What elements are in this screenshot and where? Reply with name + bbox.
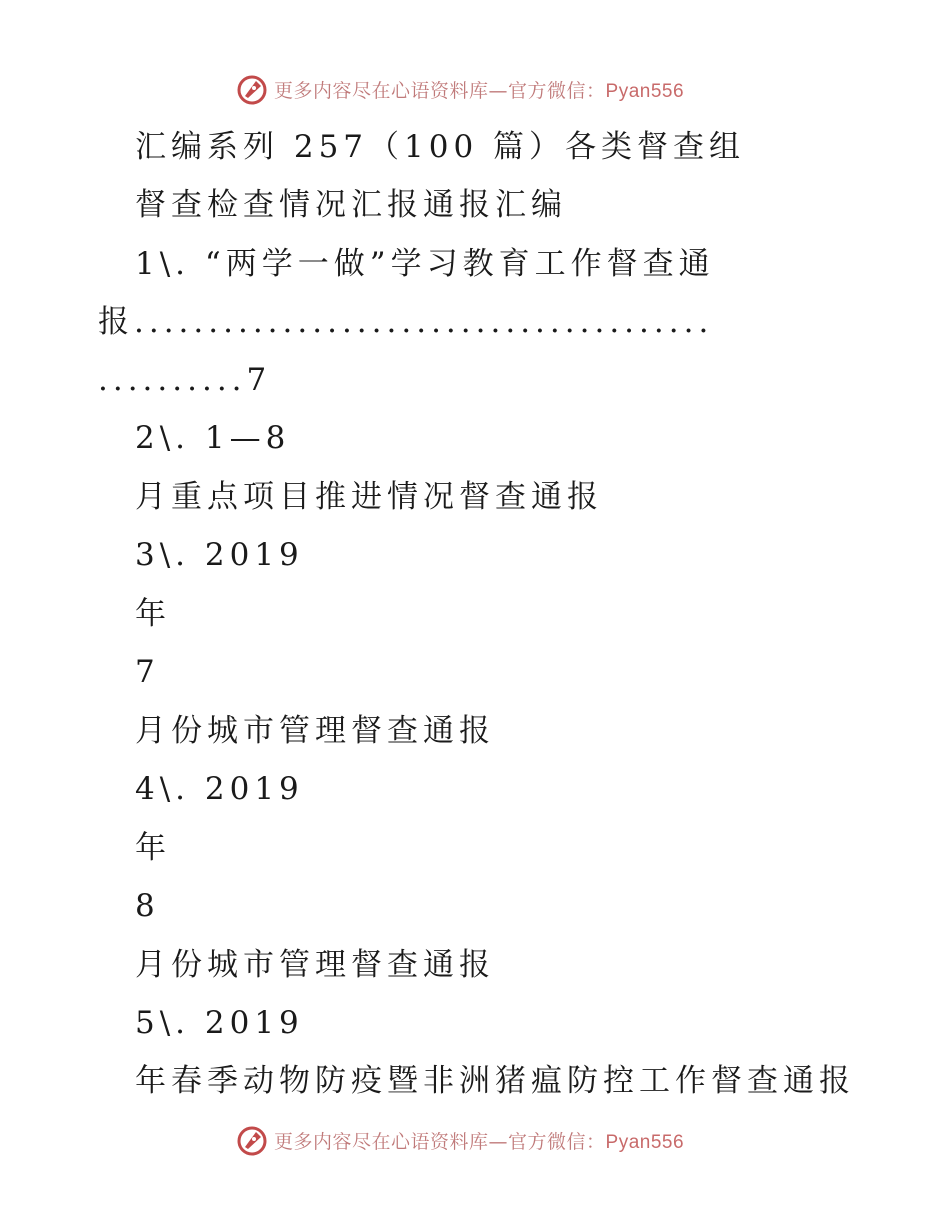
toc-entry-4-year: 年	[135, 830, 171, 866]
toc-entry-5-title: 年春季动物防疫暨非洲猪瘟防控工作督查通报	[135, 1063, 855, 1099]
toc-entry-1-page: ..........7	[98, 362, 272, 398]
toc-entry-1: 1\. “两学一做”学习教育工作督查通	[135, 246, 715, 282]
pen-nib-logo-icon	[236, 1124, 268, 1156]
toc-entry-4: 4\. 2019	[135, 771, 304, 807]
toc-entry-3-year: 年	[135, 596, 171, 632]
footer-banner	[236, 1123, 684, 1157]
header-banner	[236, 72, 684, 106]
toc-entry-4-month: 8	[135, 888, 160, 924]
toc-entry-3: 3\. 2019	[135, 537, 304, 573]
pen-nib-logo-icon	[236, 73, 268, 105]
toc-entry-1-leader: 报.......................................	[98, 304, 714, 340]
toc-entry-3-month: 7	[135, 654, 160, 690]
toc-entry-5: 5\. 2019	[135, 1005, 304, 1041]
title-line-1: 汇编系列 257（100 篇）各类督查组	[135, 129, 746, 165]
banner-text: 更多内容尽在心语资料库—官方微信：Pyan556	[274, 79, 685, 102]
toc-entry-2: 2\. 1—8	[135, 420, 291, 456]
title-line-2: 督查检查情况汇报通报汇编	[135, 187, 567, 223]
toc-entry-3-title: 月份城市管理督查通报	[135, 713, 495, 749]
toc-entry-4-title: 月份城市管理督查通报	[135, 947, 495, 983]
toc-entry-2-title: 月重点项目推进情况督查通报	[135, 479, 603, 515]
banner-text: 更多内容尽在心语资料库—官方微信：Pyan556	[274, 1130, 685, 1153]
